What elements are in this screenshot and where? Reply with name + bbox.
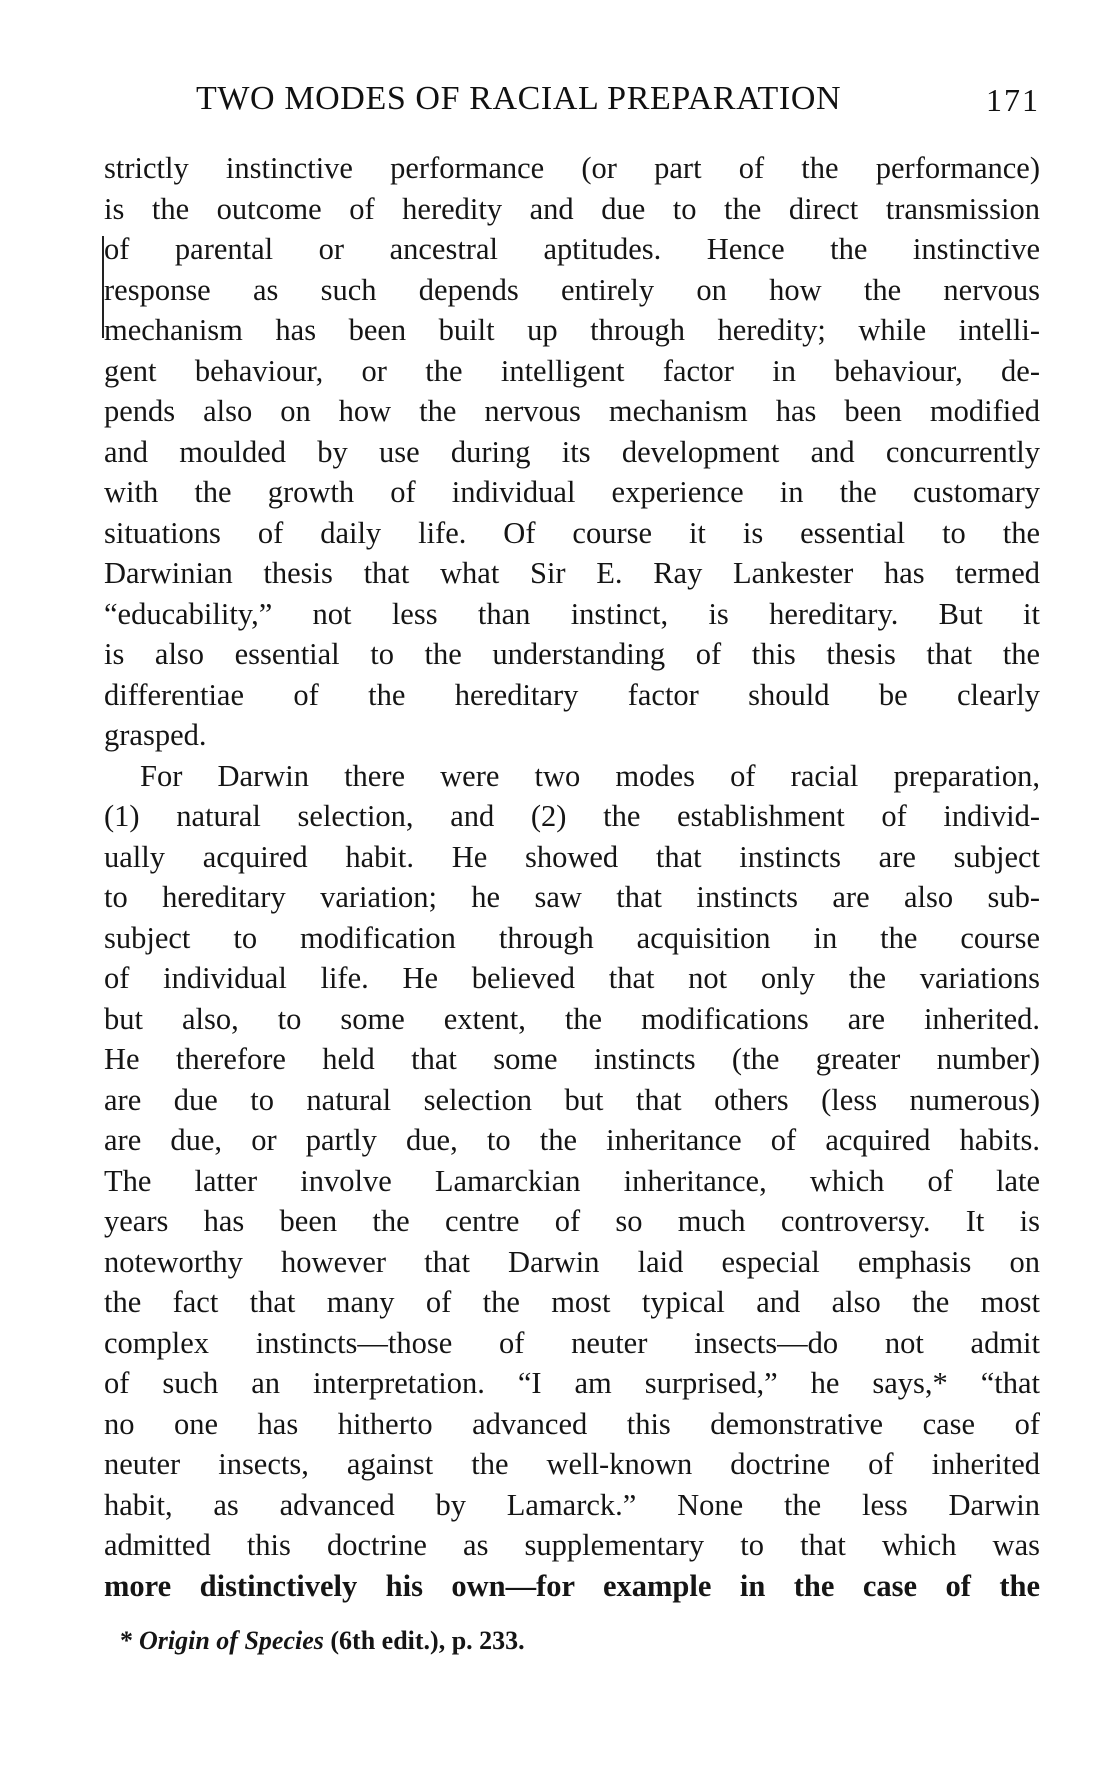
text-line: The latter involve Lamarckian inheritance, which of late <box>104 1163 1040 1198</box>
text-line: pends also on how the nervous mechanism has been modified <box>104 394 1040 428</box>
text-line: gent behaviour, or the intelligent factor in behaviour, de- <box>104 353 1040 388</box>
text-line: ually acquired habit. He showed that instincts are subject <box>104 839 1040 874</box>
paragraph-start-line: For Darwin there were two modes of racial preparation, <box>140 758 1040 793</box>
text-line: of individual life. He believed that not only the variations <box>104 961 1040 995</box>
text-line: are due, or partly due, to the inheritance of acquired habits. <box>104 1123 1040 1157</box>
text-line: Darwinian thesis that what Sir E. Ray Lankester has termed <box>104 556 1040 590</box>
text-line: of parental or ancestral aptitudes. Hence the instinctive <box>104 232 1040 266</box>
text-line: situations of daily life. Of course it is essential to the <box>104 515 1040 550</box>
text-line: “educability,” not less than instinct, is hereditary. But it <box>104 596 1040 631</box>
text-line: subject to modification through acquisition in the course <box>104 920 1040 955</box>
text-line: to hereditary variation; he saw that instincts are also sub- <box>104 880 1040 914</box>
text-line: response as such depends entirely on how the nervous <box>104 272 1040 307</box>
text-line: habit, as advanced by Lamarck.” None the less Darwin <box>104 1487 1040 1522</box>
text-line: more distinctively his own—for example in the case of the <box>104 1568 1040 1603</box>
text-line: strictly instinctive performance (or part of the performance) <box>104 151 1040 185</box>
page-number: 171 <box>986 82 1040 118</box>
text-line: with the growth of individual experience in the customary <box>104 475 1040 509</box>
text-line: mechanism has been built up through heredity; while intelli- <box>104 313 1040 347</box>
text-line: but also, to some extent, the modifications are inherited. <box>104 1001 1040 1036</box>
footnote-work-title: Origin of Species <box>139 1626 324 1655</box>
running-head <box>104 80 1040 124</box>
body-text <box>104 148 1040 1606</box>
text-line: is the outcome of heredity and due to the direct transmission <box>104 191 1040 226</box>
footnote <box>120 1626 525 1656</box>
text-line: of such an interpretation. “I am surprised,” he says,* “that <box>104 1366 1040 1400</box>
text-line: He therefore held that some instincts (the greater number) <box>104 1042 1040 1076</box>
text-line: the fact that many of the most typical and also the most <box>104 1285 1040 1319</box>
text-line: and moulded by use during its development and concurrently <box>104 434 1040 469</box>
text-line: complex instincts—those of neuter insects—do not admit <box>104 1325 1040 1360</box>
text-line: are due to natural selection but that others (less numerous) <box>104 1082 1040 1117</box>
running-title: TWO MODES OF RACIAL PREPARATION <box>196 80 842 117</box>
text-line: (1) natural selection, and (2) the establishment of individ- <box>104 799 1040 833</box>
footnote-mark: * <box>120 1626 133 1655</box>
text-line: no one has hitherto advanced this demonstrative case of <box>104 1406 1040 1441</box>
footnote-edition: (6th edit.), p. 233. <box>330 1626 525 1655</box>
text-line: neuter insects, against the well-known doctrine of inherited <box>104 1447 1040 1481</box>
paragraph-end-line: grasped. <box>104 718 207 752</box>
text-line: noteworthy however that Darwin laid especial emphasis on <box>104 1244 1040 1279</box>
text-line: is also essential to the understanding of this thesis that the <box>104 637 1040 671</box>
text-line: years has been the centre of so much controversy. It is <box>104 1204 1040 1238</box>
text-line: differentiae of the hereditary factor should be clearly <box>104 677 1040 712</box>
text-line: admitted this doctrine as supplementary to that which was <box>104 1528 1040 1562</box>
